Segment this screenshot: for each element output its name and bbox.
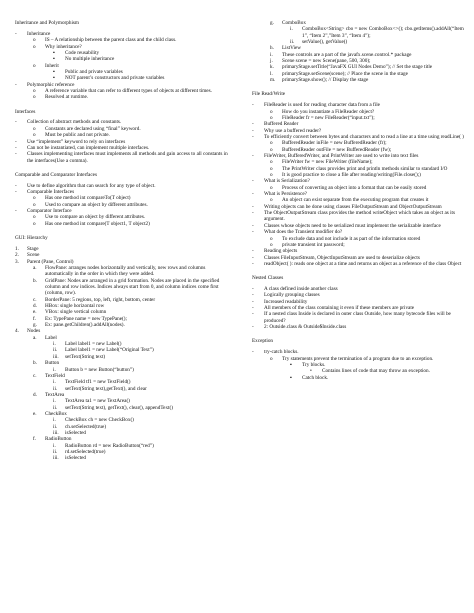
list-marker: g. [270,20,274,26]
list-item-text: Ex: TypePane name = new TypePane(); [45,315,127,322]
list-marker: - [252,311,254,318]
list-item-text: A reference variable that can refer to different types of objects at different times. [45,87,212,94]
list-item [252,77,464,83]
section-spacer [15,101,230,109]
list-item [15,221,230,227]
list-item-text: Contains lines of code that may throw an exception. [322,368,430,375]
list-marker: - [252,324,254,331]
list-item-text: FlowPane: arranges nodes horizontally and vertically, new rows and columns automatically in the order in which they were added. [45,265,206,278]
list-marker: - [252,229,254,236]
list-item-text: Try blocks. [302,362,326,368]
list-item-text: Polymorphic reference [27,81,75,88]
list-marker: j. [270,58,273,65]
section-heading-nested-classes: Nested Classes [252,275,284,282]
section-heading-exception: Exception [252,338,274,345]
list-item-text: Classes whose objects need to be serialized must implement the serializable interface [264,222,441,229]
list-marker: - [15,151,17,158]
list-item-text: Stage [27,245,39,252]
list-marker: 2. [15,252,19,259]
list-item-text: primaryStage.setScene(scene); // Place the scene in the stage [282,70,408,77]
list-item [252,324,464,330]
section-heading-gui-hierarchy: GUI: Hierarchy [15,235,48,242]
list-marker: f. [33,315,37,322]
list-marker: i. [270,51,273,58]
list-item [15,151,230,164]
list-item [15,265,230,278]
list-marker: o [270,197,273,204]
list-marker: - [252,298,254,305]
list-item-text: Comparator Interface [27,208,72,215]
list-item-text: CheckBox ch = new CheckBox() [65,417,134,424]
list-marker: d. [33,391,37,398]
list-marker: i. [53,379,56,386]
list-item-text: Parent (Pane, Control) [27,258,74,265]
list-item-text: Scene scene = new Scene(pane, 500, 300); [282,58,371,65]
list-item-text: Label label1 = new Label(“Original Text”) [65,347,154,354]
list-item [15,94,230,100]
list-item-text: setText(String text) [65,353,106,360]
list-marker: o [270,114,273,121]
list-item-text: setText(String text),getText(), and clear [65,385,147,392]
list-marker: e. [33,410,37,417]
list-marker: o [33,220,36,227]
list-item-text: Must be public and not private. [45,132,110,139]
list-item-text: IS – A relationship between the parent class and the child class. [45,37,177,44]
list-item-text: primaryStage.setTitle(“JavaFX GUI Nodes Demo”); // Set the stage title [282,64,433,71]
list-item [252,311,464,324]
list-item-text: FileWriter fw = new FileWriter (fileName); [282,159,373,166]
list-marker: - [252,121,254,128]
list-item-text: Has one method int compare(T object1, T object2) [45,220,150,227]
list-marker: i. [53,341,56,348]
list-marker: - [252,222,254,229]
list-item-text: Resolved at runtime. [45,94,89,101]
list-marker: ▪ [290,374,292,381]
list-marker: - [15,208,17,215]
list-marker: o [33,62,36,69]
list-item-text: setValue(), getValue() [302,39,348,46]
list-item-text: All members of the class containing it even if these members are private [264,305,415,312]
list-item-text: Increased readability [264,298,308,305]
list-item-text: isSelected [65,429,87,436]
list-item-text: ComboBox [282,20,306,26]
list-item-text: RadioButton [45,436,72,443]
list-item-text: The ObjectOutputStream class provides the method writeObject which takes an object as its argument. [264,210,456,223]
list-item-text: Collection of abstract methods and constants. [27,119,122,126]
list-item-text: Constants are declared using “final” keyword. [45,125,141,132]
list-item-text: readObject( ): reads one object at a time and returns an object as a reference of the class Object [264,260,462,267]
list-item-text: Classes implementing interfaces must implements all methods and gain access to all constants in the interfaces(Use a comma). [27,151,228,164]
list-item-text: Scene [27,252,40,259]
list-marker: - [252,153,254,160]
list-marker: i. [290,26,293,33]
list-item-text: private transient int password; [282,241,345,248]
list-marker: - [15,138,17,145]
list-marker: a. [33,265,37,271]
list-marker: - [15,119,17,126]
list-marker: i. [53,366,56,373]
list-marker: i. [53,417,56,424]
list-item-text: setText(String text), getText(), clear(), appendText() [65,404,173,411]
list-item-text: ch.setSelected(true) [65,423,107,430]
list-item-text: Label label1 = new Label() [65,341,122,348]
list-marker: o [270,235,273,242]
list-marker: - [252,127,254,134]
list-item [252,261,464,267]
list-marker: - [252,203,254,210]
list-marker: o [270,159,273,166]
list-marker: k. [270,64,274,71]
list-item-text: Logically grouping classes [264,292,320,299]
section-heading-interfaces: Interfaces [15,108,36,115]
list-item-text: To efficiently convert between bytes and characters and to read a line at a time using readLine( ) [264,134,464,140]
list-item-text: Has one method int compareTo(T object) [45,195,131,202]
list-item [15,278,230,297]
list-item-text: Ex: pane.getChildren().addAll(nodes). [45,322,125,329]
list-item-text: It is good practice to close a file after reading/writing(File.close();) [282,172,421,179]
list-marker: - [252,305,254,312]
list-item-text: FileReader fr = new FileReader(“input.txt”); [282,114,375,121]
list-marker: o [33,195,36,202]
list-item-text: primaryStage.show(); // Display the stage [282,77,369,84]
list-item [252,26,464,39]
list-marker: - [252,191,254,198]
list-marker: o [270,146,273,153]
list-marker: c. [33,372,37,379]
list-item-text: Comparable Interfaces [27,189,75,196]
list-marker: o [270,140,273,147]
list-item-text: VBox: single vertical column [45,309,107,316]
list-item-text: These controls are a part of the javafx.scene.control.* package [282,51,412,58]
list-marker: o [270,355,273,362]
list-item-text: A class defined inside another class [264,286,338,293]
list-marker: ▪ [290,362,292,368]
list-item-text: Use to compare an object by different attributes. [45,214,146,221]
list-marker: - [252,210,254,217]
list-item-text: Can not be instantiated, can implement multiple interfaces. [27,144,150,151]
list-item-text: Use to define algorithm that can search for any type of object. [27,182,156,189]
list-marker: - [252,286,254,293]
list-marker: g. [33,322,37,329]
list-item-text: TextArea ta1 = new TextArea() [65,398,130,405]
list-item-text: How do you instantiate a FileReader object? [282,108,375,115]
list-item-text: TextField [45,372,65,379]
list-marker: - [252,134,254,140]
list-item-text: Public and private variables [65,68,123,75]
list-marker: - [15,30,17,37]
list-marker: o [33,37,36,44]
list-marker: - [15,189,17,196]
list-marker: ii. [53,423,58,430]
list-item-text: Catch block. [302,374,329,381]
list-item-text: Inherit [45,62,59,69]
list-item-text: Why use a buffered reader? [264,127,322,134]
list-marker: - [252,292,254,299]
list-marker: ▪ [53,75,55,82]
list-item-text: Use “implement” keyword to rely on interfaces [27,138,126,145]
list-marker: - [252,102,254,109]
list-marker: o [33,132,36,139]
list-marker: iii. [53,429,59,436]
list-marker: ii. [290,39,295,46]
right-column [252,20,464,381]
list-item [252,375,464,381]
section-heading-inheritance-and-polymorphism: Inheritance and Polymorphism [15,20,79,26]
list-item-text: Nodes [27,328,41,335]
list-item-text: try-catch blocks. [264,349,299,356]
list-marker: ii. [53,404,58,411]
list-item-text: Reading objects [264,248,298,255]
list-item-text: ListView [282,45,301,52]
list-marker: m. [270,77,276,84]
list-marker: o [33,94,36,101]
list-marker: i. [53,442,56,449]
list-marker: o [270,241,273,248]
list-marker: • [310,368,312,375]
list-marker: - [15,81,17,88]
list-item-text: To exclude data and not include it as part of the information stored [282,235,421,242]
list-marker: i. [53,398,56,405]
list-item-text: NOT parent’s constructors and private variables [65,75,165,82]
list-marker: o [33,87,36,94]
list-item-text: HBox: single horizontal row [45,303,105,310]
list-marker: ▪ [53,49,55,56]
list-item-text: ComboBox<String> cbo = new ComboBox<>(); cbo.getItems().addAll(“Item 1”, “Item 2”,”Item 3”, “Item 4”); [302,26,464,39]
section-heading-file-read-write: File Read/Write [252,91,286,98]
list-marker: iii. [53,353,59,360]
list-marker: e. [33,309,37,316]
list-item-text: An object can exist separate from the executing program that creates it [282,197,429,204]
list-item-text: If a nested class Inside is declared in outer class Outside, how many bytecode files will be produced? [264,311,451,324]
list-marker: ii. [53,448,58,455]
list-marker: o [33,214,36,221]
list-item-text: FileReader is used for reading character data from a file [264,102,380,109]
list-marker: o [33,125,36,132]
list-marker: a. [33,334,37,341]
section-spacer [252,330,464,338]
section-heading-comparable-and-comparator-in: Comparable and Comparator Interfaces [15,171,97,178]
list-item-text: 2: Outside.class & Outside$Inside.class [264,324,347,331]
list-item-text: Used to compare an object by different attributes. [45,201,148,208]
section-spacer [252,267,464,275]
list-item-text: FileWriter, BufferedWriter, and PrintWriter are used to write into text files [264,153,419,160]
list-marker: d. [33,303,37,310]
list-marker: o [270,184,273,191]
list-item-text: Code reusability [65,49,100,56]
list-item-text: Process of converting an object into a format that can be easily stored [282,184,427,191]
list-item-text: Button [45,360,60,367]
section-spacer [15,227,230,235]
section-spacer [252,83,464,91]
list-item-text: Classes FileInputStream, ObjectInputStream are used to deserialize objects [264,254,420,261]
list-item-text: What is Persistence? [264,191,307,198]
list-marker: o [270,172,273,179]
list-marker: b. [33,360,37,367]
list-marker: - [252,260,254,267]
list-item-text: Try statements prevent the termination of a program due to an exception. [282,355,434,362]
list-item-text: Writing objects can be done using classes FileOutputStream and ObjectOutputStream [264,203,442,210]
list-item-text: Button b = new Button(“button”) [65,366,134,373]
list-marker: 4. [15,328,19,335]
list-item-text: BufferedReader outFile = new BufferedReader (fw); [282,146,392,153]
list-marker: l. [270,70,273,77]
list-marker: ▪ [53,56,55,63]
list-marker: o [270,108,273,115]
list-marker: ii. [53,385,58,392]
section-spacer [15,164,230,172]
list-item-text: RadioButton rd = new RadioButton(“red”) [65,442,154,449]
list-marker: - [15,144,17,151]
list-marker: f. [33,436,37,443]
list-marker: h. [270,45,274,52]
list-item-text: TextField tf1 = new TextField() [65,379,131,386]
list-item-text: CheckBox [45,410,67,417]
list-item-text: isSelected [65,455,87,462]
list-item-text: GridPane: Nodes are arranged in a grid formation. Nodes are placed in the specified column and row indices. Indices always start from 0, and column indices come first (column, row). [45,277,220,297]
left-column [15,20,230,462]
list-marker: - [252,254,254,261]
list-item [15,455,230,461]
list-item-text: TextArea [45,391,65,398]
list-item-text: What is Serialization? [264,178,310,185]
list-marker: o [33,43,36,50]
list-item-text: Why inheritance? [45,43,82,50]
list-marker: - [252,248,254,255]
list-marker: b. [33,277,37,284]
list-item-text: Inheritance [27,30,51,37]
list-item [252,210,464,223]
list-marker: - [252,349,254,356]
list-item-text: Buffered Reader [264,121,299,128]
list-marker: 1. [15,245,19,252]
list-marker: c. [33,296,37,303]
list-item-text: No multiple inheritance [65,56,115,63]
list-item-text: BorderPane: 5 regions, top, left, right, bottom, center [45,296,156,303]
list-marker: - [15,182,17,189]
list-item-text: rd.setSelected(true) [65,448,106,455]
list-marker: o [33,201,36,208]
list-marker: ▪ [53,68,55,75]
list-marker: - [252,178,254,185]
list-marker: iii. [53,455,59,462]
list-marker: ii. [53,347,58,354]
list-item-text: Label [45,334,57,341]
list-marker: 3. [15,258,19,265]
list-item-text: BufferedReader inFile = new BufferedReader (fr); [282,140,387,147]
list-marker: o [270,165,273,172]
list-item-text: The PrintWriter class provides print and println methods similar to standard I/O [282,165,448,172]
list-item-text: What does the Transient modifier do? [264,229,343,236]
